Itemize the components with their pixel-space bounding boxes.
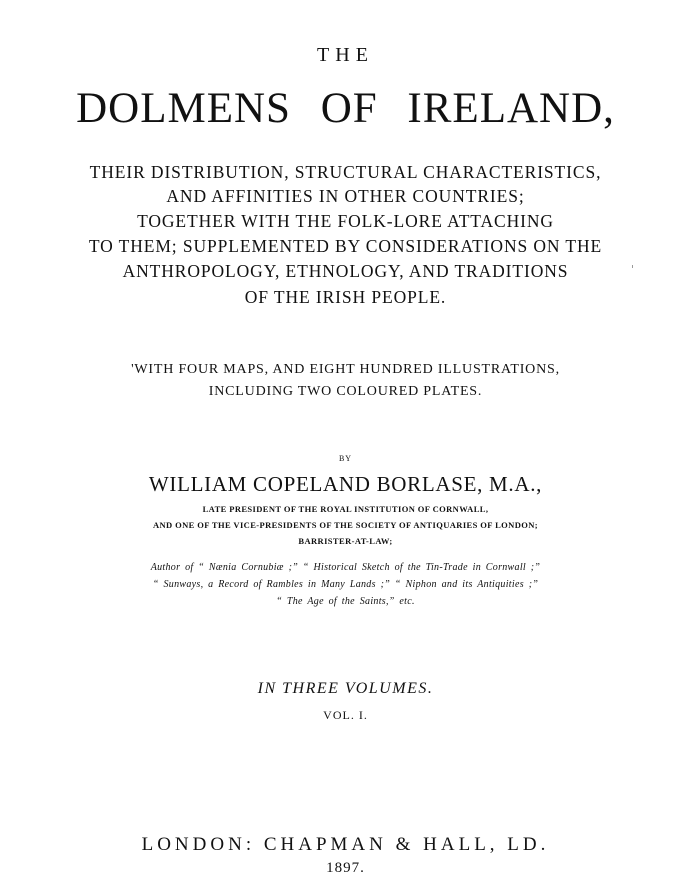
subtitle-line: THEIR DISTRIBUTION, STRUCTURAL CHARACTERISTICS,: [89, 162, 602, 182]
illustrations-note: INCLUDING TWO COLOURED PLATES.: [208, 384, 483, 399]
volumes-note: IN THREE VOLUMES.: [257, 680, 434, 697]
book-title: DOLMENS OF IRELAND,: [76, 85, 615, 132]
subtitle-line: OF THE IRISH PEOPLE.: [244, 287, 447, 307]
author-works: “ Sunways, a Record of Rambles in Many Lands ;” “ Niphon and its Antiquities ;”: [152, 579, 539, 590]
author-name: WILLIAM COPELAND BORLASE, M.A.,: [148, 472, 543, 496]
volume-number: VOL. I.: [323, 708, 368, 722]
publisher-imprint: LONDON: CHAPMAN & HALL, LD.: [141, 834, 550, 855]
publication-year: 1897.: [326, 860, 365, 876]
subtitle-line: TOGETHER WITH THE FOLK-LORE ATTACHING: [137, 211, 554, 231]
author-works: Author of “ Nænia Cornubiæ ;” “ Historical Sketch of the Tin-Trade in Cornwall ;”: [150, 562, 541, 573]
subtitle-line: AND AFFINITIES IN OTHER COUNTRIES;: [166, 186, 525, 206]
subtitle-line: TO THEM; SUPPLEMENTED BY CONSIDERATIONS ON THE: [88, 236, 603, 256]
author-credential: BARRISTER-AT-LAW;: [298, 536, 393, 546]
title-article: THE: [317, 44, 374, 66]
illustrations-note: 'WITH FOUR MAPS, AND EIGHT HUNDRED ILLUSTRATIONS,: [131, 362, 560, 377]
author-credential: AND ONE OF THE VICE-PRESIDENTS OF THE SOCIETY OF ANTIQUARIES OF LONDON;: [152, 520, 539, 530]
author-credential: LATE PRESIDENT OF THE ROYAL INSTITUTION OF CORNWALL,: [202, 504, 489, 514]
author-works: “ The Age of the Saints,” etc.: [276, 596, 415, 607]
by-label: BY: [338, 454, 353, 463]
subtitle-line: ANTHROPOLOGY, ETHNOLOGY, AND TRADITIONS: [122, 261, 569, 281]
scan-speck: [632, 265, 633, 268]
